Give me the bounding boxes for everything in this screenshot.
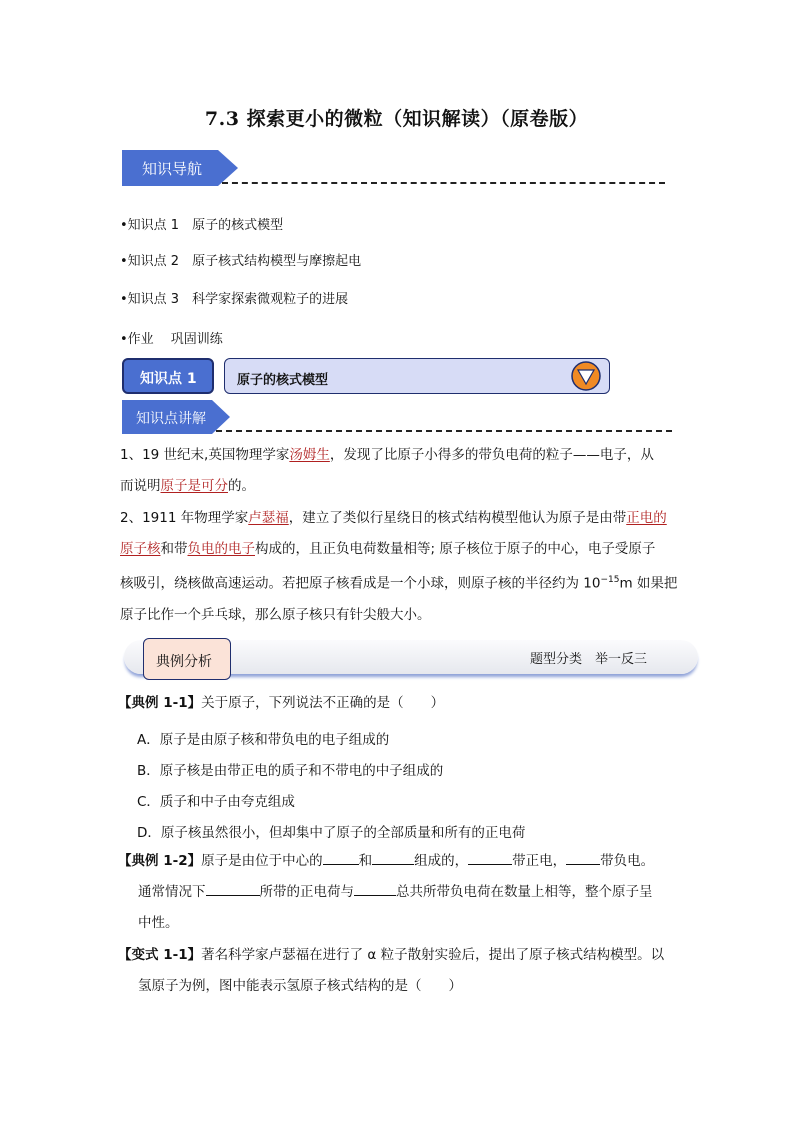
p1-text-c: ，发现了比原子小得多的带负电荷的粒子——电子，从 <box>329 447 654 463</box>
paragraph-2 <box>120 503 680 631</box>
variant-1-1 <box>118 940 683 1002</box>
option-b[interactable]: B．原子核是由带正电的质子和不带电的中子组成的 <box>137 763 444 779</box>
p2-keyword-rutherford: 卢瑟福 <box>248 510 289 526</box>
example-1-2 <box>118 846 683 939</box>
section-tag-label: 知识点 1 <box>140 371 197 387</box>
p1-keyword-divisible: 原子是可分 <box>160 478 228 494</box>
toc-item-3[interactable]: •知识点 3 科学家探索微观粒子的进展 <box>120 292 349 307</box>
page-title: 7.3 探索更小的微粒（知识解读）（原卷版） <box>204 108 589 130</box>
p1-text-d: 而说明 <box>120 478 161 494</box>
ex2-text-4: 带正电， <box>512 853 567 869</box>
blank-5[interactable] <box>206 881 260 896</box>
explain-tag <box>122 400 232 434</box>
section-tag <box>122 358 214 394</box>
nav-tag <box>122 150 240 186</box>
p2-text-a: 2、1911 年物理学家 <box>120 510 249 526</box>
toc-item-2[interactable]: •知识点 2 原子核式结构模型与摩擦起电 <box>120 254 362 269</box>
p2-text-k: m 如果把 <box>619 575 678 592</box>
p2-text-c: ，建立了类似行星绕日的核式结构模型他认为原子是由带 <box>288 510 627 526</box>
p2-text-l: 原子比作一个乒乓球，那么原子核只有针尖般大小。 <box>120 606 431 623</box>
explain-tag-label: 知识点讲解 <box>136 411 206 427</box>
blank-6[interactable] <box>354 881 396 896</box>
example-banner-right: 题型分类 举一反三 <box>530 652 648 667</box>
p2-text-h: 构成的，且正负电荷数量相等; 原子核位于原子的中心，电子受原子 <box>255 541 656 557</box>
example-1-1-stem: 关于原子，下列说法不正确的是（ ） <box>201 695 445 711</box>
variant-1-1-line-1: 著名科学家卢瑟福在进行了 α 粒子散射实验后，提出了原子核式结构模型。以 <box>201 947 665 963</box>
nav-tag-label: 知识导航 <box>142 160 203 178</box>
ex2-text-2: 和 <box>358 853 373 869</box>
example-1-1-label: 【典例 1-1】 <box>118 695 202 711</box>
ex2-text-5: 带负电。 <box>600 853 655 869</box>
section-title-bar <box>224 358 610 394</box>
example-1-2-label: 【典例 1-2】 <box>118 853 202 869</box>
ex2-text-9: 中性。 <box>138 915 179 931</box>
blank-2[interactable] <box>372 850 414 865</box>
p1-text-f: 的。 <box>228 478 255 494</box>
example-1-1 <box>118 688 444 719</box>
option-a[interactable]: A．原子是由原子核和带负电的电子组成的 <box>137 732 390 748</box>
p2-keyword-positive: 正电的 <box>626 510 667 526</box>
p2-text-i: 核吸引，绕核做高速运动。若把原子核看成是一个小球，则原子核的半径约为 10 <box>120 575 601 592</box>
paragraph-1 <box>120 440 680 502</box>
p2-exponent: −15 <box>600 575 620 585</box>
nav-divider <box>222 182 665 184</box>
variant-1-1-label: 【变式 1-1】 <box>118 947 202 963</box>
chevron-down-icon[interactable] <box>570 360 602 392</box>
option-c[interactable]: C．质子和中子由夸克组成 <box>137 794 295 810</box>
ex2-text-6: 通常情况下 <box>138 884 206 900</box>
p2-keyword-electron: 负电的电子 <box>187 541 255 557</box>
ex2-text-7: 所带的正电荷与 <box>259 884 354 900</box>
blank-3[interactable] <box>468 850 512 865</box>
example-tag-label: 典例分析 <box>156 654 212 670</box>
section-title: 原子的核式模型 <box>237 373 329 388</box>
ex2-text-1: 原子是由位于中心的 <box>201 853 323 869</box>
toc-item-1[interactable]: •知识点 1 原子的核式模型 <box>120 218 284 233</box>
ex2-text-8: 总共所带负电荷在数量上相等，整个原子呈 <box>396 884 653 900</box>
blank-1[interactable] <box>323 850 359 865</box>
p1-text-a: 1、19 世纪末,英国物理学家 <box>120 447 290 463</box>
p2-text-f: 和带 <box>160 541 188 557</box>
toc-item-homework[interactable]: •作业 巩固训练 <box>120 332 223 347</box>
example-tag <box>143 638 231 680</box>
blank-4[interactable] <box>566 850 600 865</box>
ex2-text-3: 组成的， <box>414 853 469 869</box>
p2-keyword-nucleus: 原子核 <box>120 541 161 557</box>
option-d[interactable]: D．原子核虽然很小，但却集中了原子的全部质量和所有的正电荷 <box>137 825 526 841</box>
p1-keyword-thomson: 汤姆生 <box>289 447 330 463</box>
variant-1-1-line-2: 氢原子为例，图中能表示氢原子核式结构的是（ ） <box>138 978 462 994</box>
explain-divider <box>216 430 672 432</box>
